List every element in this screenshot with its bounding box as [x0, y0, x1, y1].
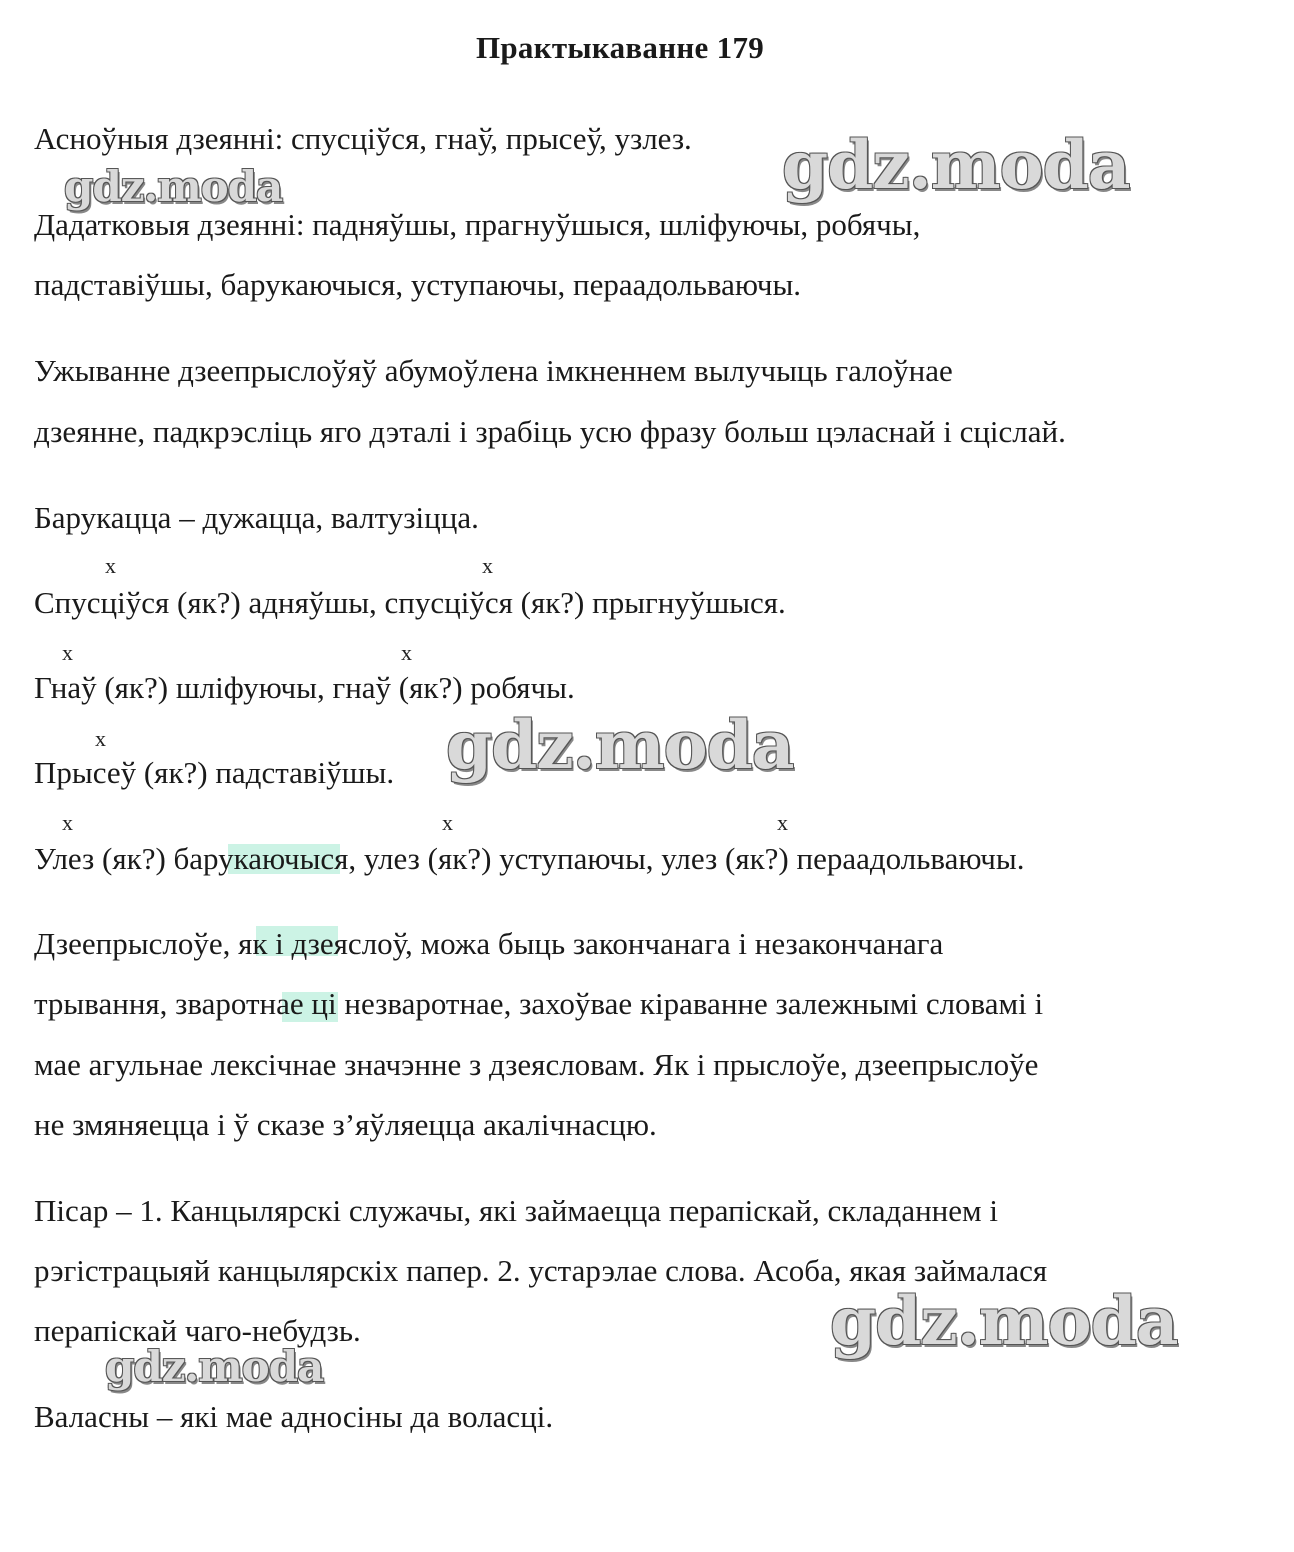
stress-mark: x: [62, 810, 73, 835]
text-line: Спусціўся (як?) адняўшы, спусціўся (як?) прыгнуўшыся.: [34, 585, 786, 620]
text-line: Дадатковыя дзеянні: падняўшы, прагнуўшыся, шліфуючы, робячы,: [34, 207, 921, 242]
text-line: Гнаў (як?) шліфуючы, гнаў (як?) робячы.: [34, 670, 575, 705]
text-line: Валасны – які мае адносіны да воласці.: [34, 1399, 554, 1434]
watermark: gdz.moda: [782, 126, 1130, 204]
stress-mark: x: [95, 726, 106, 751]
text-line: Барукацца – дужацца, валтузіцца.: [34, 500, 479, 535]
stress-mark: x: [777, 810, 788, 835]
text-line: мае агульнае лексічнае значэнне з дзеясловам. Як і прыслоўе, дзеепрыслоўе: [34, 1047, 1039, 1082]
text-line: Дзеепрыслоўе, як і дзеяслоў, можа быць закончанага і незакончанага: [34, 926, 944, 961]
stress-mark: x: [482, 553, 493, 578]
stress-mark: x: [105, 553, 116, 578]
text-line: перапіскай чаго-небудзь.: [34, 1313, 361, 1348]
watermark: gdz.moda: [446, 706, 794, 784]
text-line: Улез (як?) барукаючыся, улез (як?) уступаючы, улез (як?) пераадольваючы.: [34, 841, 1025, 876]
stress-mark: x: [62, 640, 73, 665]
text-line: Ужыванне дзеепрыслоўяў абумоўлена імкненнем вылучыць галоўнае: [34, 353, 953, 388]
text-line: не змяняецца і ў сказе з’яўляецца акалічнасцю.: [34, 1107, 657, 1142]
text-line: Прысеў (як?) падставіўшы.: [34, 755, 395, 790]
watermark: gdz.moda: [64, 162, 283, 211]
text-line: дзеянне, падкрэсліць яго дэталі і зрабіць усю фразу больш цэласнай і сціслай.: [34, 414, 1066, 449]
text-line: Асноўныя дзеянні: спусціўся, гнаў, прысеў, узлез.: [34, 121, 692, 156]
page-title: Практыкаванне 179: [475, 30, 765, 65]
watermark: gdz.moda: [830, 1282, 1178, 1360]
stress-mark: x: [401, 640, 412, 665]
text-line: рэгістрацыяй канцылярскіх папер. 2. устарэлае слова. Асоба, якая займалася: [34, 1253, 1048, 1288]
text-line: падставіўшы, барукаючыся, уступаючы, пераадольваючы.: [34, 267, 802, 302]
text-line: трывання, зваротнае ці незваротнае, захоўвае кіраванне залежнымі словамі і: [34, 986, 1044, 1021]
stress-mark: x: [442, 810, 453, 835]
watermark: gdz.moda: [105, 1342, 324, 1391]
text-line: Пісар – 1. Канцылярскі служачы, які займаецца перапіскай, складаннем і: [34, 1193, 999, 1228]
